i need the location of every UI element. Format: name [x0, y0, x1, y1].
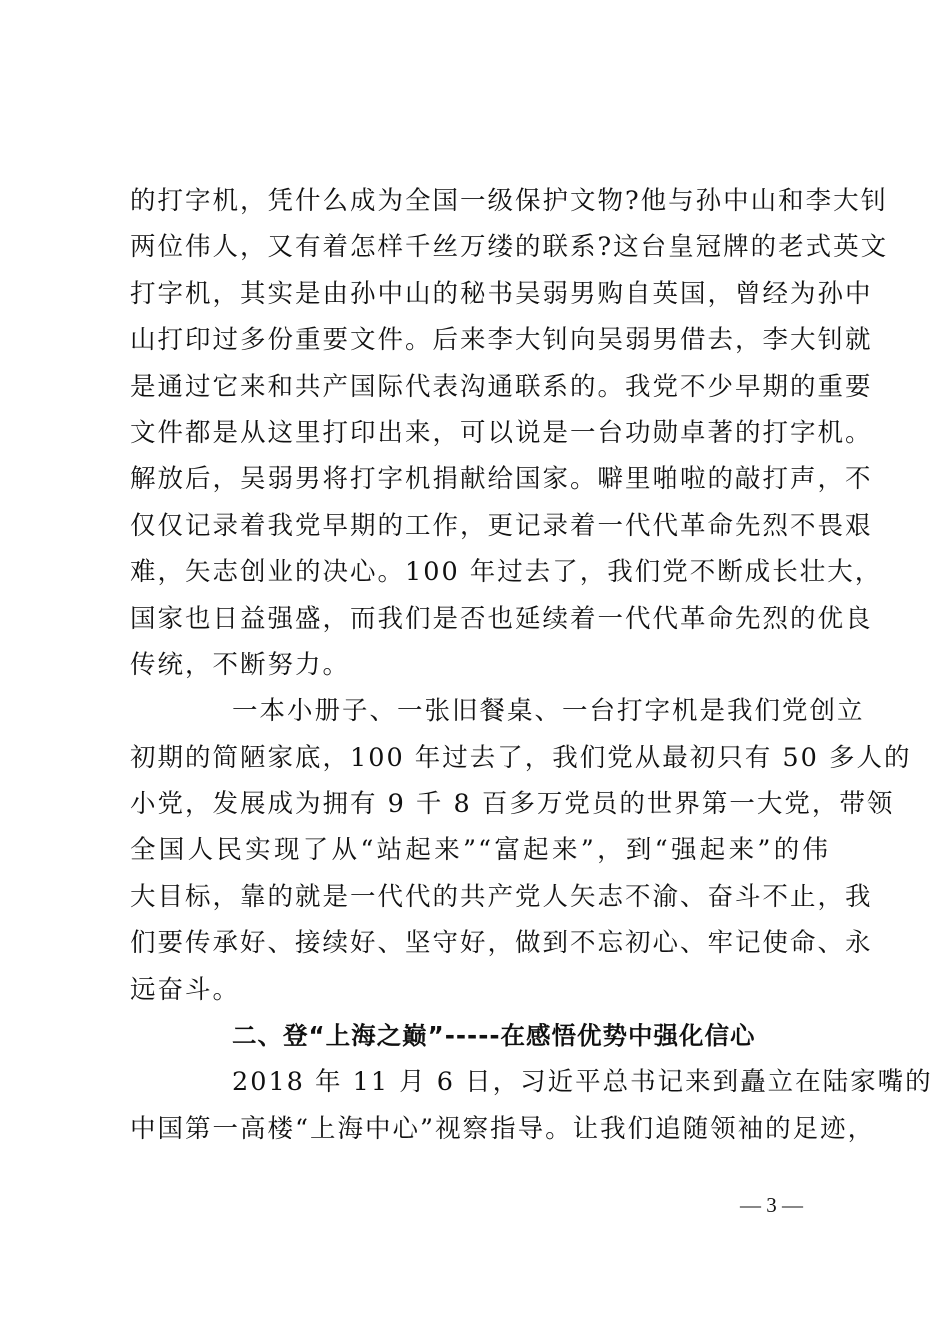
text-line: 解放后，吴弱男将打字机捐献给国家。噼里啪啦的敲打声，不	[130, 464, 873, 495]
text-line: 山打印过多份重要文件。后来李大钊向吴弱男借去，李大钊就	[130, 325, 873, 356]
text-line: 小党，发展成为拥有 9 千 8 百多万党员的世界第一大党，带领	[130, 789, 895, 820]
text-line: 全国人民实现了从“站起来”“富起来”，到“强起来”的伟	[130, 835, 830, 866]
paragraph-2	[130, 688, 912, 1013]
text-line: 打字机，其实是由孙中山的秘书吴弱男购自英国，曾经为孙中	[130, 278, 873, 309]
text-line: 是通过它来和共产国际代表沟通联系的。我党不少早期的重要	[130, 371, 873, 402]
paragraph-1	[130, 178, 889, 688]
text-line: 传统，不断努力。	[130, 649, 351, 680]
body-text	[130, 178, 933, 1152]
section-heading: 二、登“上海之巅”-----在感悟优势中强化信心	[232, 1021, 756, 1051]
text-line: 两位伟人，又有着怎样千丝万缕的联系?这台皇冠牌的老式英文	[130, 232, 889, 263]
paragraph-3	[130, 1059, 933, 1152]
text-line: 一本小册子、一张旧餐桌、一台打字机是我们党创立	[232, 696, 865, 727]
text-line: 难，矢志创业的决心。100 年过去了，我们党不断成长壮大，	[130, 557, 883, 588]
text-line: 远奋斗。	[130, 974, 241, 1005]
text-line: 初期的简陋家底，100 年过去了，我们党从最初只有 50 多人的	[130, 742, 912, 773]
page-number: — 3 —	[740, 1193, 803, 1217]
text-line: 国家也日益强盛，而我们是否也延续着一代代革命先烈的优良	[130, 603, 873, 634]
text-line: 大目标，靠的就是一代代的共产党人矢志不渝、奋斗不止，我	[130, 881, 873, 912]
text-line: 文件都是从这里打印出来，可以说是一台功勋卓著的打字机。	[130, 417, 873, 448]
text-line: 中国第一高楼“上海中心”视察指导。让我们追随领袖的足迹，	[130, 1113, 876, 1144]
text-line: 们要传承好、接续好、坚守好，做到不忘初心、牢记使命、永	[130, 928, 873, 959]
text-line: 仅仅记录着我党早期的工作，更记录着一代代革命先烈不畏艰	[130, 510, 873, 541]
text-line: 的打字机，凭什么成为全国一级保护文物?他与孙中山和李大钊	[130, 186, 889, 216]
text-line: 2018 年 11 月 6 日，习近平总书记来到矗立在陆家嘴的	[232, 1067, 933, 1098]
